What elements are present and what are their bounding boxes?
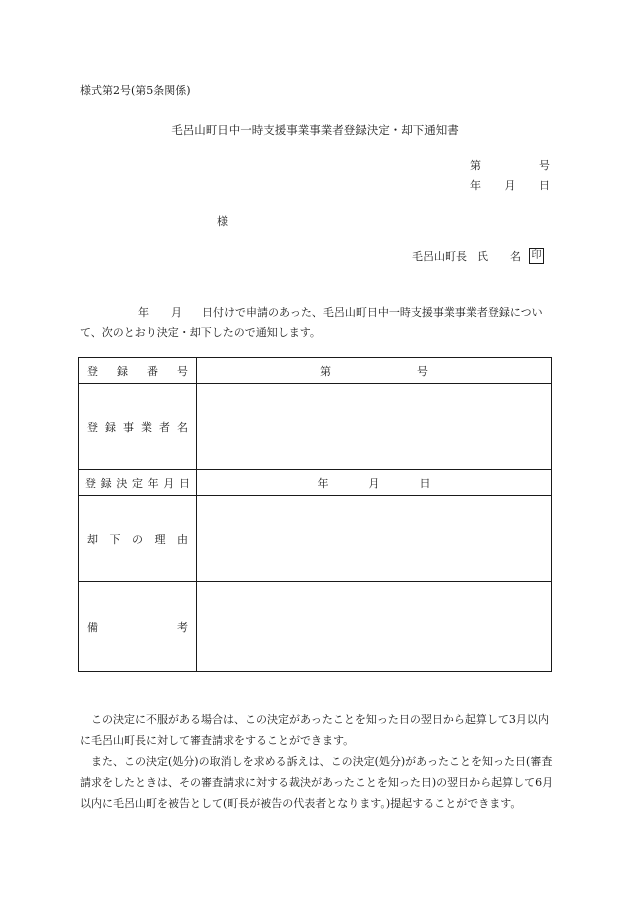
issue-date [470,177,550,193]
seal-mark: 印 [529,248,544,264]
business-name-label: 登 録 事 業 者 名 [79,384,197,470]
issue-date-day: 日 [539,179,550,192]
notice-paragraph-2: また、この決定(処分)の取消しを求める訴えは、この決定(処分)があったことを知った日(審査請求をしたときは、その審査請求に対する裁決があったことを知った日)の翌日から起算して6月以内に毛呂山町を被告として(町長が被告の代表者となります。)提起することができます。 [80,755,554,810]
issue-number-go: 号 [539,159,550,172]
sender [412,248,544,264]
intro-paragraph [80,303,555,343]
issue-date-year: 年 [470,179,481,192]
table-row-remarks [79,582,552,672]
table-row-registration-number [79,358,552,384]
registration-number-label: 登 録 番 号 [79,358,197,384]
remarks-label: 備 考 [79,582,197,672]
registration-table [78,357,552,672]
rejection-reason-value [197,496,552,582]
sender-office: 毛呂山町長 [412,250,467,263]
intro-text: 日付けで申請のあった、毛呂山町日中一時支援事業事業者登録について、次のとおり決定・却下したので通知します。 [80,306,543,339]
registration-number-value: 第 号 [197,358,552,384]
document-title: 毛呂山町日中一時支援事業事業者登録決定・却下通知書 [171,123,459,137]
issue-number-dai: 第 [470,159,481,172]
issue-date-month: 月 [504,179,516,192]
notice-paragraph-1: この決定に不服がある場合は、この決定があったことを知った日の翌日から起算して3月以内に毛呂山町長に対して審査請求をすることができます。 [80,713,549,747]
business-name-value [197,384,552,470]
issue-number [470,157,550,173]
sender-shi: 氏 [477,250,488,263]
table-row-business-name [79,384,552,470]
table-row-rejection-reason [79,496,552,582]
table-row-decision-date [79,470,552,496]
remarks-value [197,582,552,672]
addressee: 様 [217,215,228,228]
intro-month: 月 [171,306,182,319]
intro-year: 年 [138,306,149,319]
rejection-reason-label: 却 下 の 理 由 [79,496,197,582]
sender-mei: 名 [510,250,521,263]
decision-date-label: 登 録 決 定 年 月 日 [79,470,197,496]
appeal-notice [80,709,554,814]
decision-date-value: 年 月 日 [197,470,552,496]
form-number: 様式第2号(第5条関係) [80,84,191,97]
